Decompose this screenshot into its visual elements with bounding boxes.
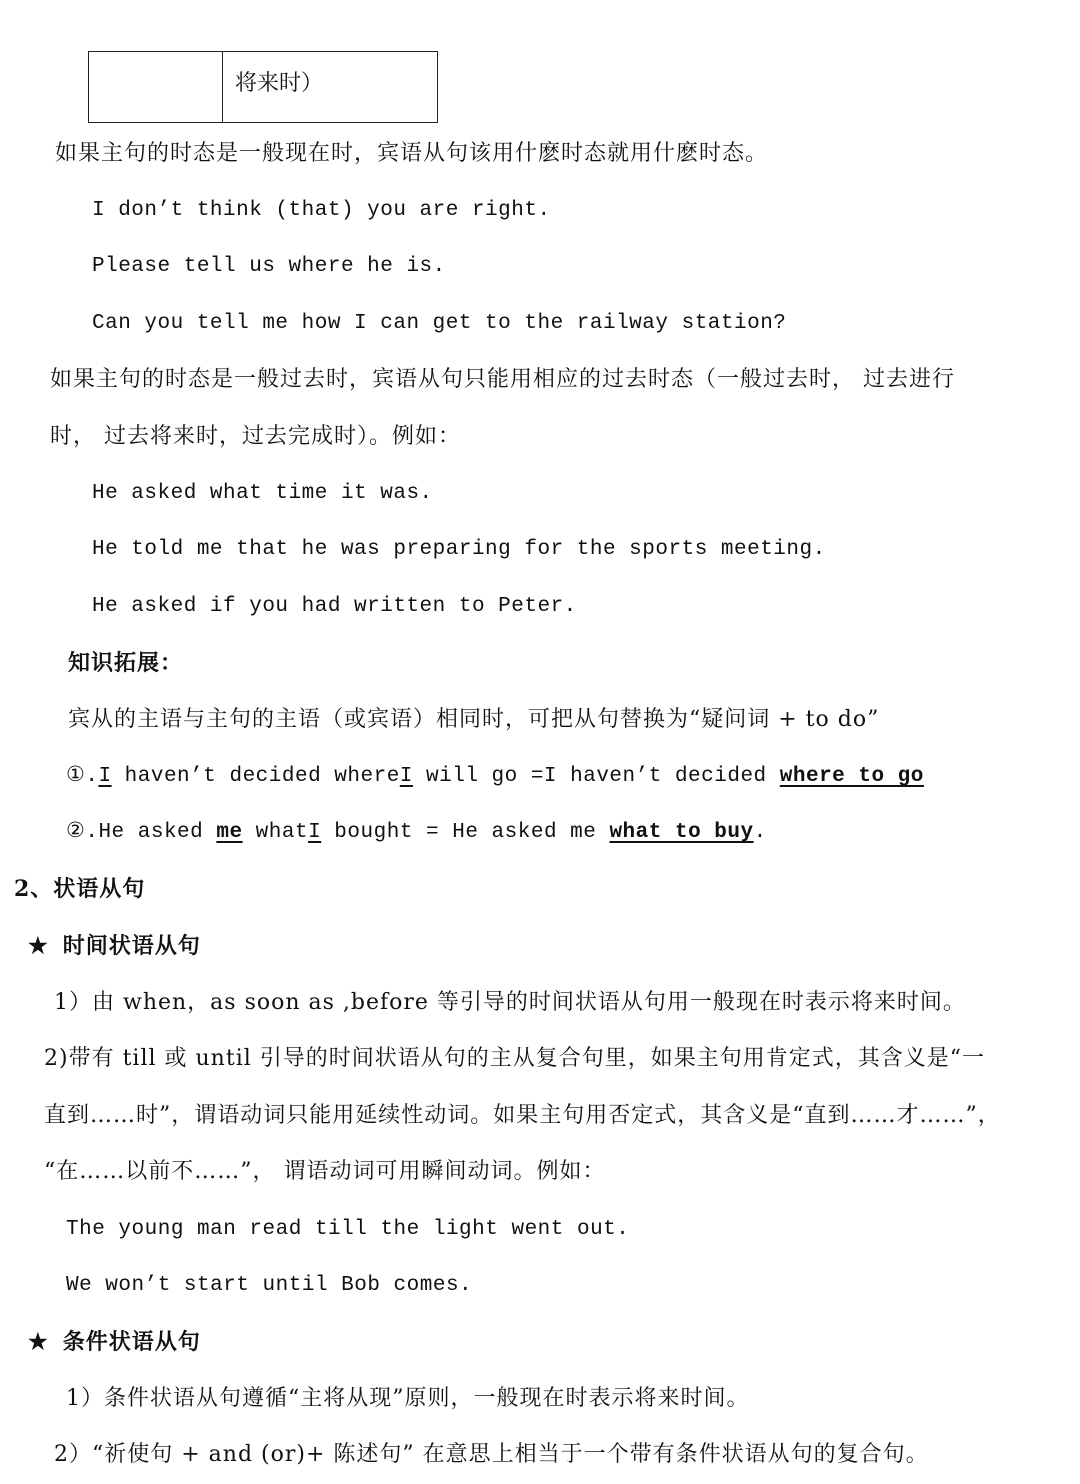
ext1-answer: where to go: [779, 765, 924, 788]
time-example-2: We won’t start until Bob comes.: [66, 1274, 473, 1297]
ext1-text-a: haven’t decided where: [111, 765, 400, 788]
example-present-1: I don’t think (that) you are right.: [92, 199, 551, 222]
example-present-2: Please tell us where he is.: [92, 255, 446, 278]
ext1-number: ①.: [66, 765, 99, 788]
extension-example-1: [66, 762, 924, 792]
table-fragment: [88, 51, 438, 123]
ext2-text-c: bought = He asked me: [321, 821, 610, 844]
table-cell-right: 将来时）: [235, 71, 324, 96]
ext1-subject2-underlined: I: [399, 765, 413, 788]
extension-rule: 宾从的主语与主句的主语（或宾语）相同时，可把从句替换为“疑问词 + to do”: [68, 707, 880, 732]
example-past-1: He asked what time it was.: [92, 482, 433, 505]
ext2-text-b: what: [242, 821, 309, 844]
example-past-2: He told me that he was preparing for the sports meeting.: [92, 538, 826, 561]
section-heading-adverbial: 2、状语从句: [14, 876, 146, 902]
time-example-1: The young man read till the light went out.: [66, 1218, 630, 1241]
condition-rule-2: 2）“祈使句 + and (or)+ 陈述句” 在意思上相当于一个带有条件状语从句的复合句。: [54, 1442, 929, 1467]
time-rule-2-line-1: 2)带有 till 或 until 引导的时间状语从句的主从复合句里，如果主句用肯定式，其含义是“一: [44, 1046, 986, 1071]
time-rule-2-line-3: “在……以前不……”， 谓语动词可用瞬间动词。例如：: [44, 1159, 606, 1184]
time-rule-1: 1）由 when，as soon as ,before 等引导的时间状语从句用一般现在时表示将来时间。: [54, 990, 966, 1015]
ext2-text-a: He asked: [98, 821, 217, 844]
condition-clause-title: 条件状语从句: [62, 1329, 201, 1355]
ext2-period: .: [753, 821, 767, 844]
star-icon: ★: [28, 1329, 49, 1355]
condition-rule-1: 1）条件状语从句遵循“主将从现”原则，一般现在时表示将来时间。: [66, 1386, 750, 1411]
ext2-number: ②.: [66, 821, 99, 844]
star-icon: ★: [28, 933, 49, 959]
time-rule-2-line-2: 直到……时”，谓语动词只能用延续性动词。如果主句用否定式，其含义是“直到……才……”，: [44, 1103, 1001, 1128]
ext2-answer: what to buy: [609, 821, 754, 844]
ext1-subject-underlined: I: [98, 765, 112, 788]
rule-present: 如果主句的时态是一般现在时，宾语从句该用什麽时态就用什麽时态。: [55, 141, 769, 166]
rule-past-line-2: 时， 过去将来时，过去完成时）。例如：: [50, 424, 461, 449]
ext1-text-b: will go =I haven’t decided: [412, 765, 780, 788]
extension-example-2: [66, 818, 767, 848]
extension-title: 知识拓展：: [68, 650, 184, 676]
table-divider: [222, 52, 223, 122]
ext2-object-underlined: me: [216, 821, 243, 844]
time-clause-title: 时间状语从句: [62, 933, 201, 959]
time-clause-heading: [28, 931, 201, 961]
rule-past-line-1: 如果主句的时态是一般过去时，宾语从句只能用相应的过去时态（一般过去时， 过去进行: [50, 367, 955, 392]
example-past-3: He asked if you had written to Peter.: [92, 595, 577, 618]
ext2-subject-underlined: I: [308, 821, 322, 844]
example-present-3: Can you tell me how I can get to the railway station?: [92, 312, 787, 335]
condition-clause-heading: [28, 1327, 201, 1357]
